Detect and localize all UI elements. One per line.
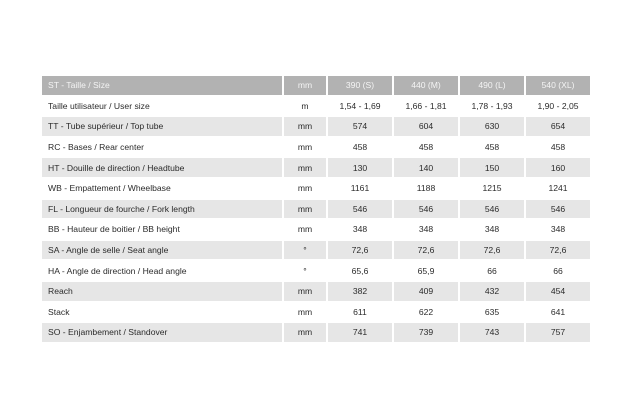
value-size-xl: 757 [526,323,590,342]
table-body [42,97,590,342]
row-unit: mm [284,323,326,342]
value-size-m: 1188 [394,179,458,198]
header-size-xl: 540 (XL) [526,76,590,95]
value-size-m: 1,66 - 1,81 [394,97,458,116]
value-size-s: 382 [328,282,392,301]
value-size-l: 458 [460,138,524,157]
value-size-s: 611 [328,303,392,322]
value-size-m: 739 [394,323,458,342]
value-size-l: 432 [460,282,524,301]
value-size-m: 65,9 [394,261,458,280]
row-unit: mm [284,117,326,136]
row-unit: mm [284,220,326,239]
row-unit: mm [284,200,326,219]
value-size-m: 348 [394,220,458,239]
row-unit: mm [284,138,326,157]
table-row [42,282,590,301]
row-unit: m [284,97,326,116]
table-row [42,241,590,260]
row-label: Stack [42,303,282,322]
value-size-s: 1161 [328,179,392,198]
value-size-xl: 458 [526,138,590,157]
header-unit: mm [284,76,326,95]
value-size-m: 546 [394,200,458,219]
value-size-m: 458 [394,138,458,157]
row-unit: mm [284,179,326,198]
table-row [42,323,590,342]
value-size-m: 140 [394,158,458,177]
value-size-m: 604 [394,117,458,136]
table-row [42,158,590,177]
geometry-table [40,74,592,344]
header-size-label: ST - Taille / Size [42,76,282,95]
value-size-xl: 654 [526,117,590,136]
value-size-s: 65,6 [328,261,392,280]
header-size-m: 440 (M) [394,76,458,95]
table-row [42,220,590,239]
value-size-l: 72,6 [460,241,524,260]
value-size-l: 348 [460,220,524,239]
row-unit: mm [284,282,326,301]
header-size-s: 390 (S) [328,76,392,95]
value-size-l: 150 [460,158,524,177]
value-size-l: 635 [460,303,524,322]
row-label: SA - Angle de selle / Seat angle [42,241,282,260]
value-size-s: 574 [328,117,392,136]
value-size-xl: 641 [526,303,590,322]
row-label: Taille utilisateur / User size [42,97,282,116]
value-size-s: 546 [328,200,392,219]
value-size-xl: 546 [526,200,590,219]
table-row [42,138,590,157]
value-size-xl: 1,90 - 2,05 [526,97,590,116]
row-label: RC - Bases / Rear center [42,138,282,157]
table-row [42,200,590,219]
table-row [42,117,590,136]
row-label: TT - Tube supérieur / Top tube [42,117,282,136]
value-size-xl: 348 [526,220,590,239]
row-unit: ° [284,261,326,280]
row-label: WB - Empattement / Wheelbase [42,179,282,198]
table-row [42,261,590,280]
value-size-l: 1215 [460,179,524,198]
value-size-xl: 1241 [526,179,590,198]
row-label: BB - Hauteur de boitier / BB height [42,220,282,239]
value-size-s: 130 [328,158,392,177]
row-unit: ° [284,241,326,260]
table-row [42,303,590,322]
value-size-m: 622 [394,303,458,322]
value-size-xl: 160 [526,158,590,177]
row-label: Reach [42,282,282,301]
value-size-l: 546 [460,200,524,219]
value-size-xl: 66 [526,261,590,280]
header-size-l: 490 (L) [460,76,524,95]
value-size-s: 1,54 - 1,69 [328,97,392,116]
value-size-xl: 454 [526,282,590,301]
table-row [42,97,590,116]
value-size-l: 743 [460,323,524,342]
value-size-s: 458 [328,138,392,157]
row-unit: mm [284,303,326,322]
value-size-m: 409 [394,282,458,301]
table-header-row [42,76,590,95]
table-row [42,179,590,198]
row-label: FL - Longueur de fourche / Fork length [42,200,282,219]
row-unit: mm [284,158,326,177]
value-size-m: 72,6 [394,241,458,260]
value-size-xl: 72,6 [526,241,590,260]
value-size-l: 66 [460,261,524,280]
value-size-s: 348 [328,220,392,239]
row-label: HA - Angle de direction / Head angle [42,261,282,280]
value-size-l: 630 [460,117,524,136]
value-size-l: 1,78 - 1,93 [460,97,524,116]
value-size-s: 72,6 [328,241,392,260]
row-label: SO - Enjambement / Standover [42,323,282,342]
row-label: HT - Douille de direction / Headtube [42,158,282,177]
value-size-s: 741 [328,323,392,342]
